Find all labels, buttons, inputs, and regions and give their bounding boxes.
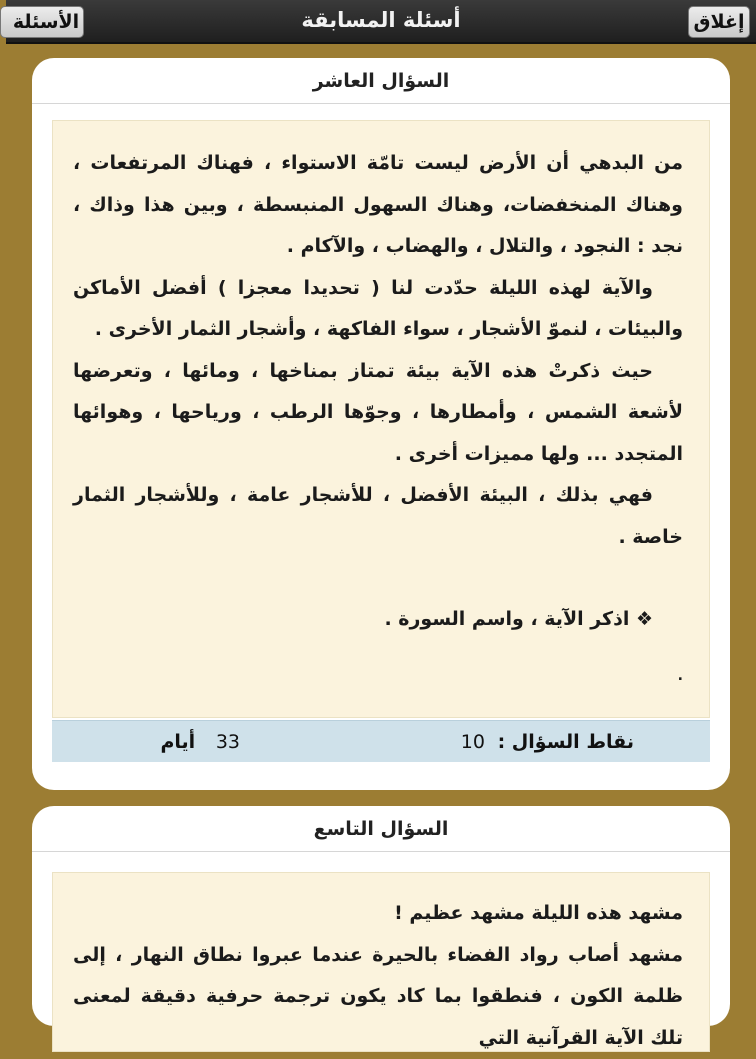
questions-button[interactable]: الأسئلة [0, 6, 84, 38]
days-remaining [160, 731, 240, 753]
question-header: السؤال العاشر [32, 58, 730, 104]
question-points [461, 731, 634, 753]
spacer [73, 558, 683, 599]
question-paragraph: والآية لهذه الليلة حدّدت لنا ( تحديدا معجزا ) أفضل الأماكن والبيئات ، لنموّ الأشجار ، سواء الفاكهة ، وأشجار الثمار الأخرى . [73, 268, 683, 351]
points-label: نقاط السؤال : [498, 731, 634, 753]
question-paragraph: من البدهي أن الأرض ليست تامّة الاستواء ، فهناك المرتفعات ، وهناك المنخفضات، وهناك السهول المنبسطة ، وبين هذا وذاك ، نجد : النجود ، والتلال ، والهضاب ، والآكام . [73, 143, 683, 268]
question-paragraph: حيث ذكرتْ هذه الآية بيئة تمتاز بمناخها ، ومائها ، وتعرضها لأشعة الشمس ، وأمطارها ، وجوّها الرطب ، ورياحها ، وهوائها المتجدد ... ولها مميزات أخرى . [73, 351, 683, 476]
question-footer [52, 720, 710, 762]
close-button[interactable]: إغلاق [688, 6, 750, 38]
question-prompt: ❖ اذكر الآية ، واسم السورة . [73, 599, 683, 641]
trailing-mark: . [73, 641, 683, 711]
question-body [52, 872, 710, 1052]
question-text [53, 873, 709, 1059]
question-paragraph: مشهد هذه الليلة مشهد عظيم ! [73, 893, 683, 935]
question-text [53, 121, 709, 711]
top-bar [6, 0, 756, 44]
points-value: 10 [461, 731, 485, 753]
question-card-10 [32, 58, 730, 790]
days-label: أيام [160, 731, 195, 753]
question-header: السؤال التاسع [32, 806, 730, 852]
page-title: أسئلة المسابقة [6, 8, 756, 32]
question-paragraph: مشهد أصاب رواد الفضاء بالحيرة عندما عبروا نطاق النهار ، إلى ظلمة الكون ، فنطقوا بما كاد يكون ترجمة حرفية دقيقة لمعنى تلك الآية القرآنية التي [73, 935, 683, 1059]
question-body [52, 120, 710, 718]
question-card-9 [32, 806, 730, 1026]
question-paragraph: فهي بذلك ، البيئة الأفضل ، للأشجار عامة ، وللأشجار الثمار خاصة . [73, 475, 683, 558]
days-value: 33 [216, 731, 240, 753]
